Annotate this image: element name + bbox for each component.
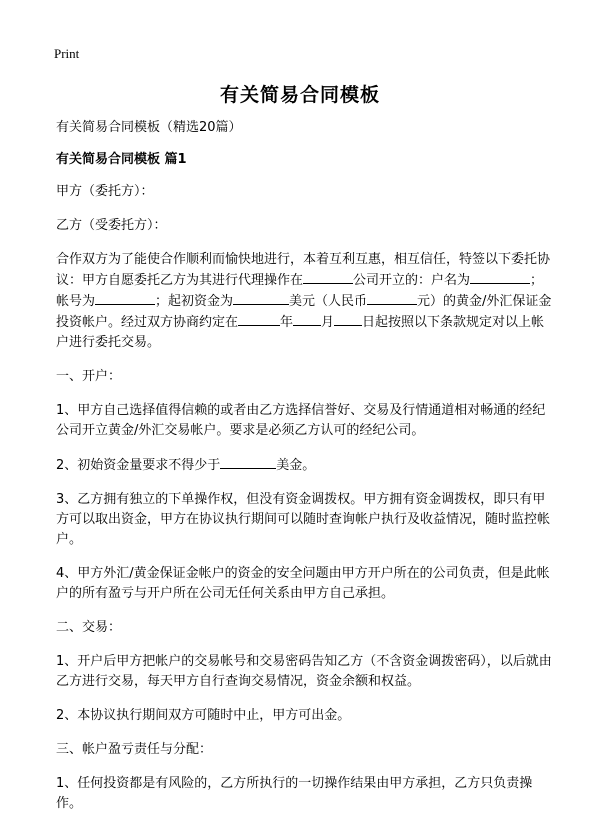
- intro-text-2: 公司开立的：户名为: [353, 273, 471, 288]
- document-body: [56, 118, 552, 828]
- clause-3-1: 1、任何投资都是有风险的，乙方所执行的一切操作结果由甲方承担，乙方只负责操作。: [56, 776, 533, 811]
- clause-1-4: 4、甲方外汇/黄金保证金帐户的资金的安全问题由甲方开户所在的公司负责，但是此帐户的所有盈亏与开户所在公司无任何关系由甲方自己承担。: [56, 566, 550, 601]
- clause-2-2: 2、本协议执行期间双方可随时中止，甲方可出金。: [56, 708, 351, 723]
- clause-2-1: 1、开户后甲方把帐户的交易帐号和交易密码告知乙方（不含资金调拨密码），以后就由乙方进行交易，每天甲方自行查询交易情况，资金余额和权益。: [56, 654, 552, 689]
- document-subtitle: 有关简易合同模板（精选20篇）: [56, 120, 242, 135]
- rmb-blank: [367, 291, 417, 305]
- intro-text-1: 合作双方为了能使合作顺利而愉快地进行，本着互利互惠，相互信任，特签以下委托协议：甲方自愿委托乙方为其进行代理操作在: [56, 252, 551, 288]
- heading-profit-loss: 三、帐户盈亏责任与分配：: [56, 742, 213, 757]
- intro-text-7: 年: [280, 315, 294, 330]
- year-blank: [238, 312, 280, 326]
- day-blank: [334, 312, 362, 326]
- intro-text-6: 元）的黄金/外汇保证金投资帐户。经过双方协商约定在: [56, 294, 552, 330]
- heading-trading: 二、交易：: [56, 620, 122, 635]
- intro-text-8: 月: [321, 315, 335, 330]
- min-funds-blank: [220, 455, 276, 469]
- clause-1-2-text-b: 美金。: [276, 458, 316, 473]
- intro-text-3: ；帐号为: [56, 273, 544, 309]
- clause-1-2-text-a: 2、初始资金量要求不得少于: [56, 458, 221, 473]
- party-b-line: 乙方（受委托方）：: [56, 218, 167, 233]
- party-a-line: 甲方（委托方）：: [56, 184, 154, 199]
- company-blank: [303, 270, 353, 284]
- section-heading: 有关简易合同模板 篇1: [56, 152, 187, 167]
- intro-paragraph: [56, 250, 552, 353]
- clause-1-2: [56, 455, 552, 476]
- clause-1-3: 3、乙方拥有独立的下单操作权，但没有资金调拨权。甲方拥有资金调拨权，即只有甲方可以取出资金，甲方在协议执行期间可以随时查询帐户执行及收益情况，随时监控帐户。: [56, 492, 551, 547]
- initial-funds-blank: [233, 291, 289, 305]
- print-link[interactable]: Print: [54, 46, 80, 61]
- account-name-blank: [470, 270, 530, 284]
- intro-text-4: ；起初资金为: [155, 294, 234, 309]
- heading-account-opening: 一、开户：: [56, 369, 122, 384]
- intro-text-5: 美元（人民币: [289, 294, 368, 309]
- intro-text-9: 日起按照以下条款规定对以上帐户进行委托交易。: [56, 315, 545, 350]
- account-number-blank: [95, 291, 155, 305]
- month-blank: [293, 312, 321, 326]
- clause-1-1: 1、甲方自己选择值得信赖的或者由乙方选择信誉好、交易及行情通道相对畅通的经纪公司开立黄金/外汇交易帐户。要求是必须乙方认可的经纪公司。: [56, 403, 546, 438]
- document-title: 有关简易合同模板: [219, 84, 380, 106]
